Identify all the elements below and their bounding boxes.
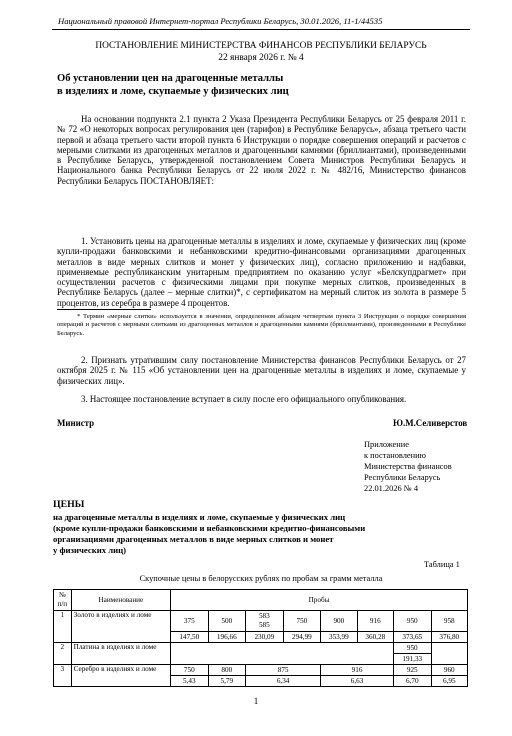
prices-subheading-1: на драгоценные металлы в изделиях и ломе, скупаемые у физических лиц [53,512,346,522]
table-row-silver-probes [54,665,468,676]
gold-probe: 750 [283,611,321,632]
item-3-paragraph: 3. Настоящее постановление вступает в силу после его официального опубликования. [81,394,407,404]
decree-date: 22 января 2026 г. № 4 [218,53,304,63]
gold-probe: 916 [357,611,393,632]
gold-probe: 950 [393,611,431,632]
silver-probe: 875 [246,665,321,676]
gold-probe: 500 [208,611,246,632]
gold-price: 196,66 [208,632,246,643]
gold-price: 360,28 [357,632,393,643]
footnote: * Термин «мерные слитки» используется в значении, определенном абзацем четвертым пункта 3 Инструкции о порядке совершения операций и расчетов с мерными слитками из драгоценных металлов и драгоценными камнями (бриллиантами), произведенными в Республике Беларусь. [57,313,466,337]
silver-probe: 916 [321,665,394,676]
appendix-line2: к постановлению [364,451,426,460]
item-2-paragraph: 2. Признать утратившим силу постановление Министерства финансов Республики Беларусь от 27 октября 2025 г. № 115 «Об установлении цен на драгоценные металлы в изделиях и ломе, скупаемые у физических лиц». [57,355,466,386]
silver-price: 6,34 [246,676,321,687]
table-caption: Скупочные цены в белорусских рублях по пробам за грамм металла [139,574,383,583]
item-1-paragraph: 1. Установить цены на драгоценные металлы в изделиях и ломе, скупаемые у физических лиц (кроме купли-продажи банковскими и небанковскими кредитно-финансовыми организациями драгоценных металлов в виде мерных слитков и монет у физических лиц), согласно приложению и надбавки, применяемые республиканским унитарным предприятием по оказанию услуг «Белскупдрагмет» при осуществлении расчетов с физическими лицами при покупке мерных слитков, произведенных в Республике Беларусь (далее – мерные слитки)*, с сертификатом на мерный слиток из золота в размере 5 процентов, из серебра в размере 4 процентов. [57,236,466,308]
document-title-line2: в изделиях и ломе, скупаемые у физических лиц [57,86,289,97]
platinum-name: Платина в изделиях и ломе [71,643,170,665]
appendix-line1: Приложение [364,440,409,449]
platinum-price: 191,33 [393,654,431,665]
appendix-line3: Министерства финансов [364,462,452,471]
header-name: Наименование [71,590,170,611]
silver-price: 6,95 [431,676,467,687]
gold-price: 294,99 [283,632,321,643]
gold-name: Золото в изделиях и ломе [71,611,170,643]
platinum-number: 2 [54,643,72,665]
prices-table [53,589,468,687]
gold-price: 376,80 [431,632,467,643]
table-row-platinum-probe [54,643,468,654]
platinum-probe: 950 [393,643,431,654]
decree-title: ПОСТАНОВЛЕНИЕ МИНИСТЕРСТВА ФИНАНСОВ РЕСПУБЛИКИ БЕЛАРУСЬ [95,41,427,51]
header-probes: Пробы [171,590,468,611]
silver-price: 6,70 [393,676,431,687]
gold-number: 1 [54,611,72,643]
prices-heading: ЦЕНЫ [53,499,85,510]
gold-price: 230,09 [246,632,284,643]
gold-price: 373,65 [393,632,431,643]
silver-probe: 750 [171,665,209,676]
silver-probe: 925 [393,665,431,676]
appendix-line5: 22.01.2026 № 4 [364,484,419,493]
silver-price: 5,79 [208,676,246,687]
prices-subheading-4: у физических лиц) [53,545,127,555]
silver-price: 6,63 [321,676,394,687]
preamble-paragraph: На основании подпункта 2.1 пункта 2 Указа Президента Республики Беларусь от 25 февраля 2011 г. № 72 «О некоторых вопросах регулирования цен (тарифов) в Республике Беларусь», абзаца третьего части первой и абзаца третьего части второй пункта 6 Инструкции о порядке совершения операций и расчетов с мерными слитками из драгоценных металлов и драгоценными камнями (бриллиантами), произведенными в Республике Беларусь, утвержденной постановлением Совета Министров Республики Беларусь и Национального банка Республики Беларусь от 22 июля 2022 г. № 482/16, Министерство финансов Республики Беларусь ПОСТАНОВЛЯЕТ: [57,114,466,186]
platinum-empty [431,643,467,665]
gold-probe: 375 [171,611,209,632]
footnote-divider [57,309,151,310]
gold-probe: 583 585 [246,611,284,632]
table-row-gold-probes [54,611,468,632]
gold-probe: 900 [321,611,357,632]
platinum-empty [171,643,394,665]
silver-probe: 800 [208,665,246,676]
prices-subheading-2: (кроме купли-продажи банковскими и небанковскими кредитно-финансовыми [53,523,366,533]
header-divider [52,29,470,30]
gold-probe: 958 [431,611,467,632]
silver-price: 5,43 [171,676,209,687]
source-line: Национальный правовой Интернет-портал Республики Беларусь, 30.01.2026, 11-1/44535 [58,16,383,26]
header-number: № п/п [54,590,72,611]
silver-name: Серебро в изделиях и ломе [71,665,170,687]
page-number: 1 [253,696,259,706]
minister-name: Ю.М.Селиверстов [393,418,468,428]
table-label: Таблица 1 [424,560,460,569]
document-title-line1: Об установлении цен на драгоценные металлы [57,73,284,84]
appendix-line4: Республики Беларусь [364,473,441,482]
gold-price: 353,99 [321,632,357,643]
prices-subheading-3: организациями драгоценных металлов в виде мерных слитков и монет [53,534,334,544]
table-header-row [54,590,468,611]
silver-number: 3 [54,665,72,687]
gold-price: 147,50 [171,632,209,643]
minister-label: Министр [57,418,95,428]
silver-probe: 960 [431,665,467,676]
